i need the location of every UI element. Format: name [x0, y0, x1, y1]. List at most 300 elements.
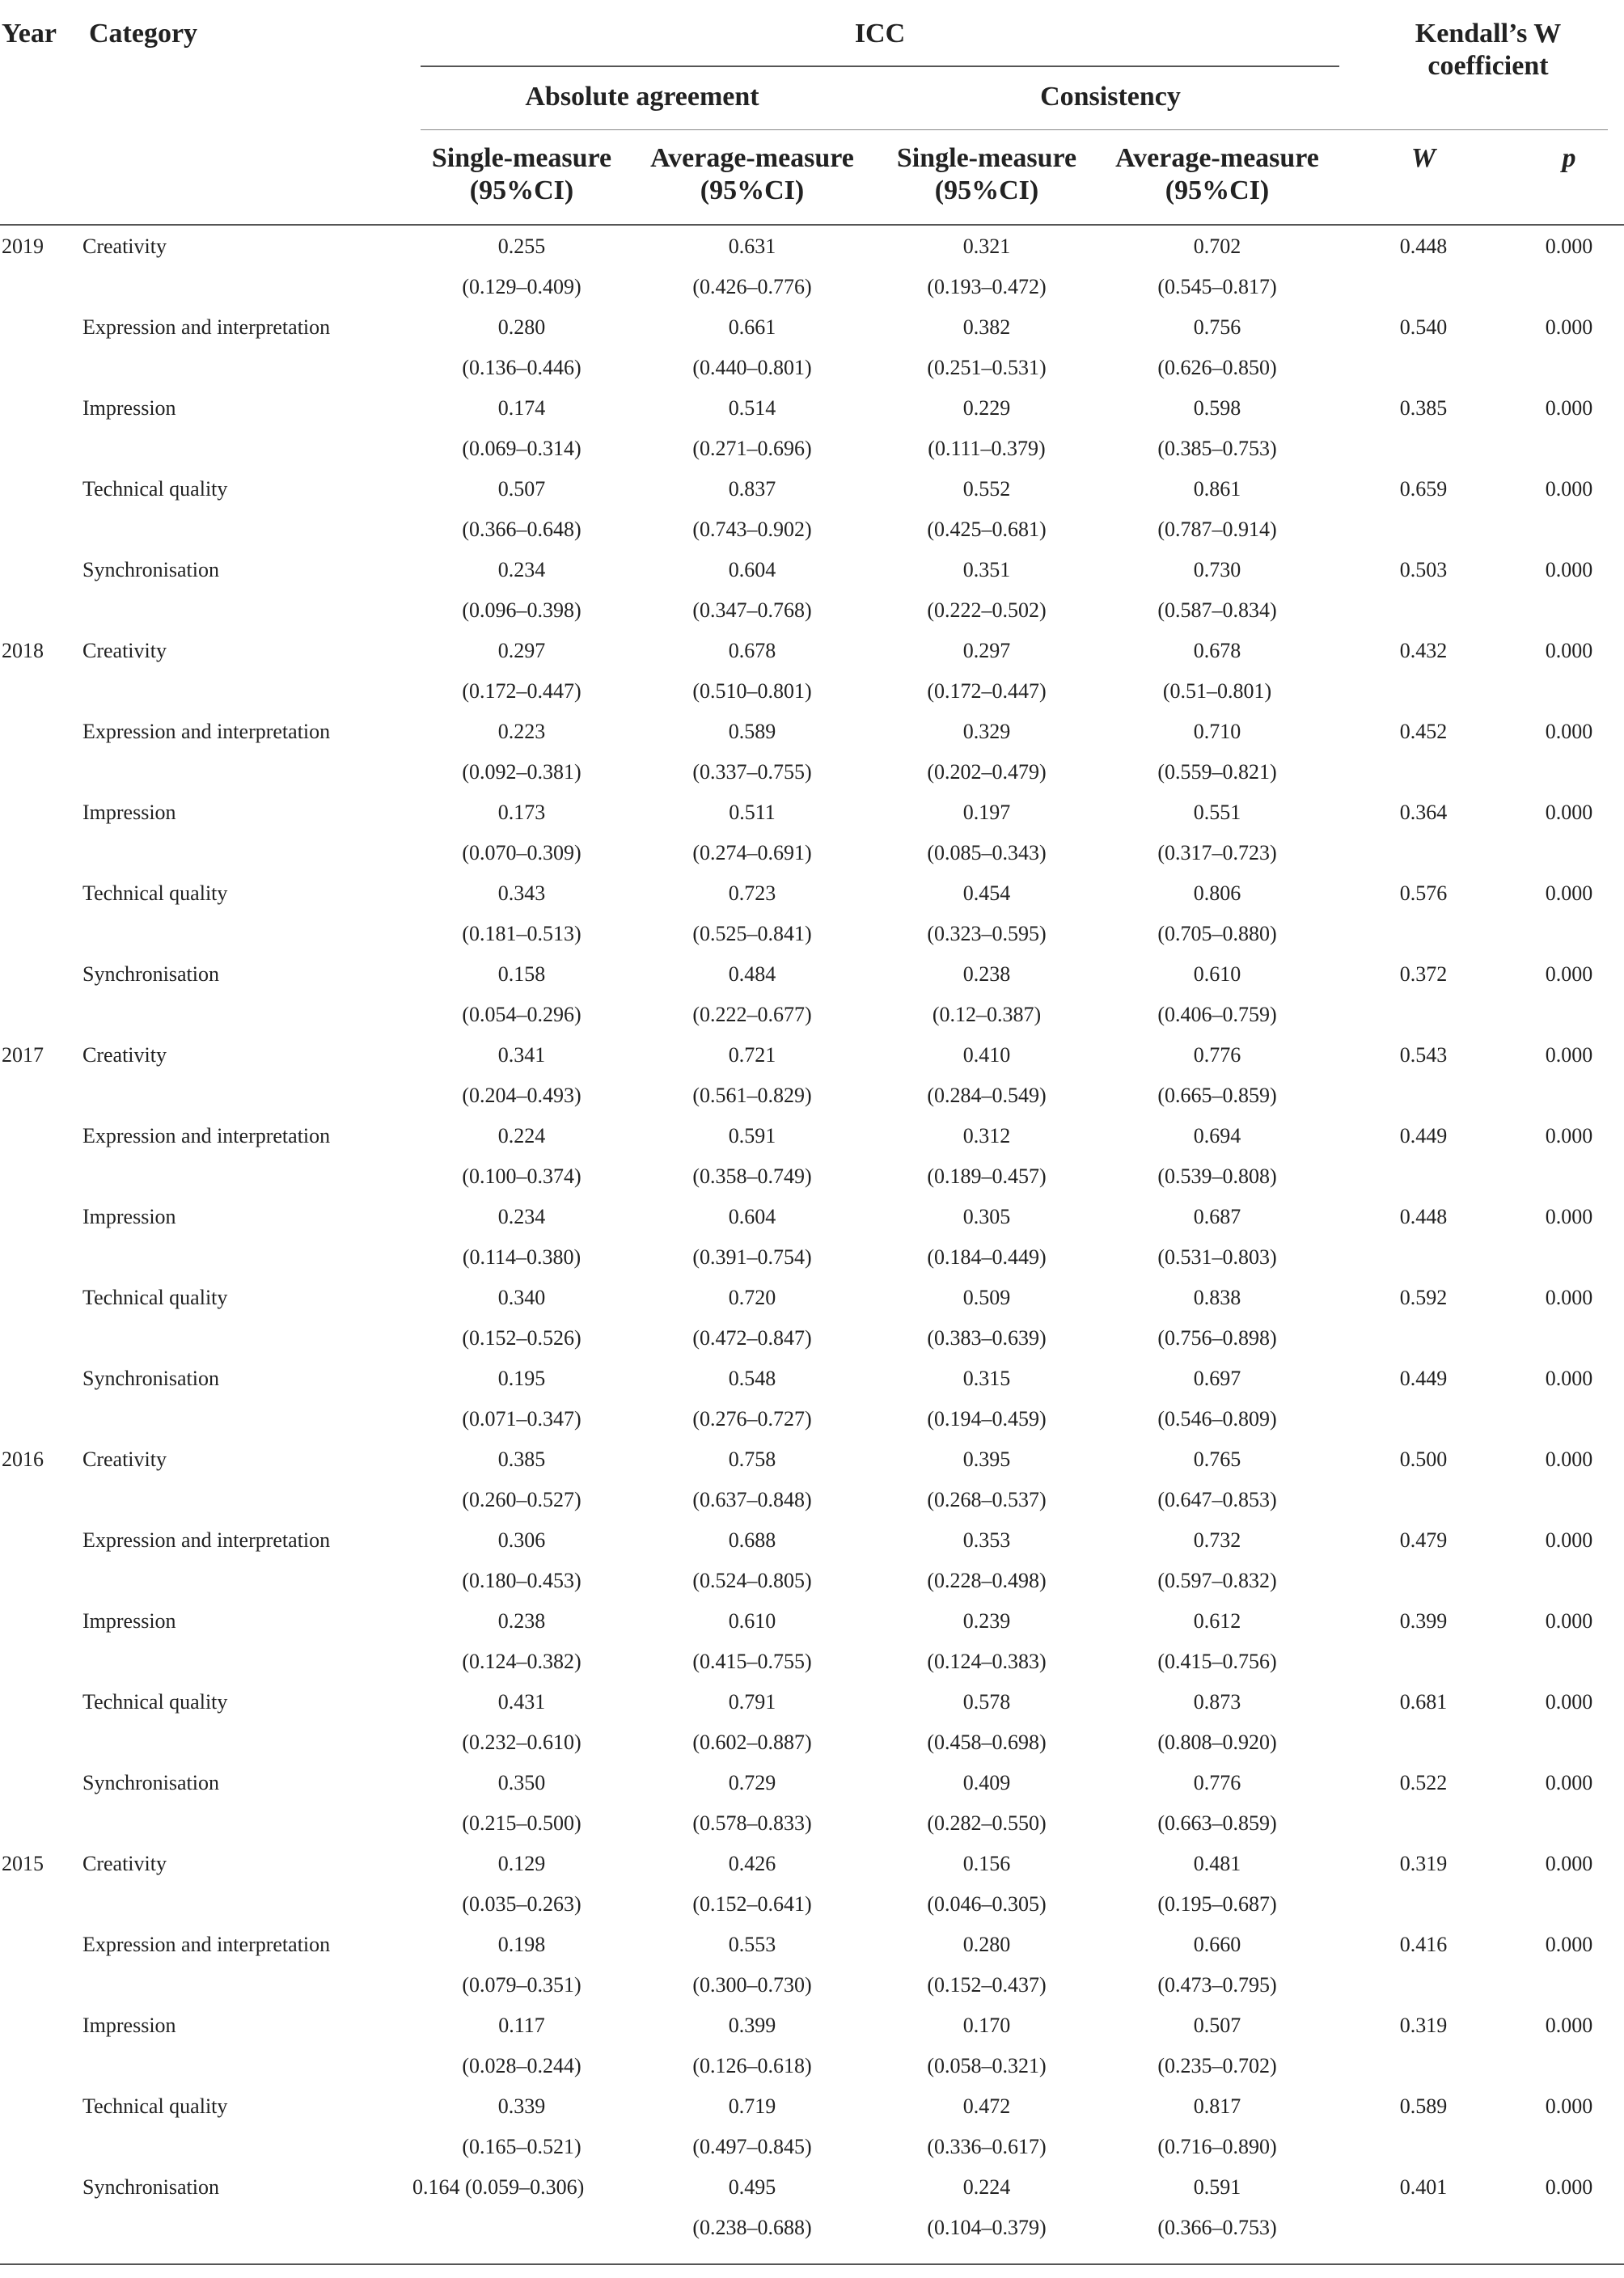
cell-category: Creativity — [82, 639, 167, 662]
cell-p: 0.000 — [1545, 315, 1593, 339]
cell-con-single-ci: (0.058–0.321) — [927, 2054, 1047, 2077]
cell-con-single-ci: (0.104–0.379) — [927, 2216, 1047, 2239]
cell-aa-single-value: 0.431 — [497, 1690, 546, 1714]
cell-p: 0.000 — [1545, 1043, 1593, 1067]
cell-aa-single-value: 0.234 — [497, 558, 546, 581]
cell-con-single-ci: (0.284–0.549) — [927, 1084, 1047, 1107]
cell-con-average-ci: (0.756–0.898) — [1157, 1326, 1277, 1350]
cell-w: 0.540 — [1399, 315, 1448, 339]
cell-aa-average-ci: (0.637–0.848) — [692, 1488, 812, 1511]
cell-aa-average-value: 0.511 — [729, 801, 776, 824]
cell-con-average-ci: (0.317–0.723) — [1157, 841, 1277, 864]
cell-aa-average-ci: (0.578–0.833) — [692, 1811, 812, 1835]
cell-category: Synchronisation — [82, 558, 219, 581]
cell-aa-single-value: 0.339 — [497, 2094, 546, 2118]
cell-aa-single-value: 0.340 — [497, 1286, 546, 1309]
cell-aa-single-ci: (0.172–0.447) — [462, 679, 582, 703]
cell-aa-single-value: 0.224 — [497, 1124, 546, 1147]
cell-aa-average-ci: (0.525–0.841) — [692, 922, 812, 945]
cell-con-average-value: 0.694 — [1193, 1124, 1241, 1147]
header-con-single-ci: (95%CI) — [934, 175, 1039, 205]
cell-w: 0.399 — [1399, 1609, 1448, 1633]
cell-p: 0.000 — [1545, 1690, 1593, 1714]
cell-category: Technical quality — [82, 2094, 228, 2118]
cell-con-average-ci: (0.539–0.808) — [1157, 1164, 1277, 1188]
cell-aa-average-ci: (0.472–0.847) — [692, 1326, 812, 1350]
cell-aa-single-value: 0.158 — [497, 962, 546, 986]
cell-con-average-value: 0.507 — [1193, 2014, 1241, 2037]
cell-con-average-value: 0.660 — [1193, 1933, 1241, 1956]
cell-con-average-ci: (0.473–0.795) — [1157, 1973, 1277, 1997]
cell-w: 0.681 — [1399, 1690, 1448, 1714]
cell-p: 0.000 — [1545, 1771, 1593, 1794]
cell-con-single-ci: (0.124–0.383) — [927, 1650, 1047, 1673]
cell-aa-single-ci: (0.152–0.526) — [462, 1326, 582, 1350]
cell-aa-single-ci: (0.092–0.381) — [462, 760, 582, 784]
cell-category: Synchronisation — [82, 1367, 219, 1390]
cell-con-average-value: 0.730 — [1193, 558, 1241, 581]
cell-con-average-ci: (0.787–0.914) — [1157, 518, 1277, 541]
cell-category: Expression and interpretation — [82, 720, 331, 743]
header-con-average-ci: (95%CI) — [1165, 175, 1270, 205]
cell-con-single-value: 0.229 — [962, 396, 1011, 420]
cell-aa-single-value: 0.341 — [497, 1043, 546, 1067]
cell-aa-single-value: 0.306 — [497, 1528, 546, 1552]
cell-con-single-value: 0.353 — [962, 1528, 1011, 1552]
cell-con-single-value: 0.454 — [962, 881, 1011, 905]
cell-con-single-value: 0.351 — [962, 558, 1011, 581]
cell-con-single-ci: (0.222–0.502) — [927, 598, 1047, 622]
cell-con-single-value: 0.409 — [962, 1771, 1011, 1794]
cell-con-single-ci: (0.152–0.437) — [927, 1973, 1047, 1997]
cell-aa-single-value: 0.195 — [497, 1367, 546, 1390]
header-p: p — [1562, 143, 1576, 173]
cell-w: 0.659 — [1399, 477, 1448, 501]
cell-w: 0.503 — [1399, 558, 1448, 581]
cell-p: 0.000 — [1545, 235, 1593, 258]
cell-aa-average-ci: (0.602–0.887) — [692, 1731, 812, 1754]
cell-year: 2018 — [2, 639, 44, 662]
cell-aa-single-value: 0.223 — [497, 720, 546, 743]
cell-con-average-ci: (0.51–0.801) — [1162, 679, 1272, 703]
header-kendall-line1: Kendall’s W — [1415, 19, 1562, 49]
header-absolute-agreement: Absolute agreement — [525, 82, 759, 112]
cell-aa-average-ci: (0.415–0.755) — [692, 1650, 812, 1673]
cell-aa-single-value: 0.129 — [497, 1852, 546, 1875]
cell-con-average-ci: (0.663–0.859) — [1157, 1811, 1277, 1835]
cell-aa-single-value: 0.385 — [497, 1448, 546, 1471]
cell-category: Technical quality — [82, 477, 228, 501]
cell-p: 0.000 — [1545, 1367, 1593, 1390]
cell-aa-single-ci: (0.028–0.244) — [462, 2054, 582, 2077]
cell-con-single-value: 0.224 — [962, 2175, 1011, 2199]
cell-con-average-ci: (0.597–0.832) — [1157, 1569, 1277, 1592]
cell-category: Synchronisation — [82, 1771, 219, 1794]
cell-con-average-ci: (0.545–0.817) — [1157, 275, 1277, 298]
cell-aa-single-value: 0.198 — [497, 1933, 546, 1956]
cell-p: 0.000 — [1545, 558, 1593, 581]
cell-con-single-ci: (0.425–0.681) — [927, 518, 1047, 541]
cell-con-single-ci: (0.184–0.449) — [927, 1245, 1047, 1269]
cell-aa-single-ci: (0.204–0.493) — [462, 1084, 582, 1107]
cell-w: 0.543 — [1399, 1043, 1448, 1067]
cell-aa-average-value: 0.495 — [728, 2175, 776, 2199]
header-con-average: Average-measure — [1115, 143, 1319, 173]
cell-con-average-value: 0.612 — [1193, 1609, 1241, 1633]
cell-category: Expression and interpretation — [82, 1933, 331, 1956]
cell-con-single-value: 0.410 — [962, 1043, 1011, 1067]
cell-year: 2017 — [2, 1043, 44, 1067]
cell-w: 0.452 — [1399, 720, 1448, 743]
cell-aa-single-ci: (0.035–0.263) — [462, 1892, 582, 1916]
cell-p: 0.000 — [1545, 639, 1593, 662]
header-year: Year — [2, 19, 57, 49]
cell-con-single-ci: (0.268–0.537) — [927, 1488, 1047, 1511]
cell-aa-average-value: 0.837 — [728, 477, 776, 501]
cell-con-average-ci: (0.665–0.859) — [1157, 1084, 1277, 1107]
header-aa-average-ci: (95%CI) — [700, 175, 805, 205]
cell-con-average-value: 0.591 — [1193, 2175, 1241, 2199]
cell-p: 0.000 — [1545, 1286, 1593, 1309]
cell-category: Impression — [82, 1609, 176, 1633]
cell-w: 0.372 — [1399, 962, 1448, 986]
cell-w: 0.364 — [1399, 801, 1448, 824]
header-aa-single: Single-measure — [431, 143, 612, 173]
cell-p: 0.000 — [1545, 1205, 1593, 1228]
cell-con-average-ci: (0.406–0.759) — [1157, 1003, 1277, 1026]
cell-p: 0.000 — [1545, 1852, 1593, 1875]
cell-category: Creativity — [82, 1448, 167, 1471]
cell-aa-single-ci: (0.129–0.409) — [462, 275, 582, 298]
cell-aa-average-value: 0.758 — [728, 1448, 776, 1471]
cell-aa-single-value: 0.507 — [497, 477, 546, 501]
cell-aa-single-ci: (0.071–0.347) — [462, 1407, 582, 1431]
cell-aa-average-value: 0.720 — [728, 1286, 776, 1309]
cell-year: 2016 — [2, 1448, 44, 1471]
cell-aa-average-ci: (0.126–0.618) — [692, 2054, 812, 2077]
cell-con-single-value: 0.472 — [962, 2094, 1011, 2118]
header-bottom-rule — [0, 224, 1624, 226]
cell-w: 0.522 — [1399, 1771, 1448, 1794]
cell-w: 0.448 — [1399, 1205, 1448, 1228]
cell-aa-average-ci: (0.238–0.688) — [692, 2216, 812, 2239]
cell-w: 0.589 — [1399, 2094, 1448, 2118]
cell-aa-average-ci: (0.152–0.641) — [692, 1892, 812, 1916]
cell-con-average-ci: (0.647–0.853) — [1157, 1488, 1277, 1511]
cell-aa-average-ci: (0.561–0.829) — [692, 1084, 812, 1107]
cell-con-single-value: 0.312 — [962, 1124, 1011, 1147]
cell-con-single-ci: (0.193–0.472) — [927, 275, 1047, 298]
cell-aa-average-ci: (0.222–0.677) — [692, 1003, 812, 1026]
table-bottom-rule — [0, 2263, 1624, 2265]
cell-aa-average-ci: (0.300–0.730) — [692, 1973, 812, 1997]
cell-con-average-ci: (0.559–0.821) — [1157, 760, 1277, 784]
cell-aa-average-value: 0.678 — [728, 639, 776, 662]
cell-con-average-ci: (0.587–0.834) — [1157, 598, 1277, 622]
cell-w: 0.319 — [1399, 2014, 1448, 2037]
cell-category: Impression — [82, 396, 176, 420]
cell-aa-average-value: 0.514 — [728, 396, 776, 420]
header-w: W — [1410, 143, 1436, 173]
cell-aa-single-value: 0.173 — [497, 801, 546, 824]
cell-con-average-value: 0.873 — [1193, 1690, 1241, 1714]
cell-aa-average-ci: (0.524–0.805) — [692, 1569, 812, 1592]
cell-aa-single-ci: (0.136–0.446) — [462, 356, 582, 379]
cell-category: Expression and interpretation — [82, 1528, 331, 1552]
cell-con-average-ci: (0.366–0.753) — [1157, 2216, 1277, 2239]
cell-p: 0.000 — [1545, 2014, 1593, 2037]
cell-aa-average-value: 0.484 — [728, 962, 776, 986]
cell-con-single-value: 0.329 — [962, 720, 1011, 743]
cell-aa-single-value: 0.350 — [497, 1771, 546, 1794]
cell-aa-average-ci: (0.347–0.768) — [692, 598, 812, 622]
cell-con-single-value: 0.321 — [962, 235, 1011, 258]
cell-w: 0.449 — [1399, 1124, 1448, 1147]
cell-con-average-value: 0.702 — [1193, 235, 1241, 258]
cell-con-average-value: 0.861 — [1193, 477, 1241, 501]
cell-category: Synchronisation — [82, 962, 219, 986]
cell-aa-single-ci: (0.054–0.296) — [462, 1003, 582, 1026]
cell-aa-single-value: 0.117 — [498, 2014, 545, 2037]
cell-aa-single-value: 0.234 — [497, 1205, 546, 1228]
cell-aa-single-value: 0.280 — [497, 315, 546, 339]
cell-category: Technical quality — [82, 1286, 228, 1309]
cell-w: 0.449 — [1399, 1367, 1448, 1390]
header-kendall-line2: coefficient — [1427, 51, 1549, 81]
cell-w: 0.576 — [1399, 881, 1448, 905]
cell-con-single-value: 0.315 — [962, 1367, 1011, 1390]
cell-aa-average-value: 0.426 — [728, 1852, 776, 1875]
cell-con-average-value: 0.598 — [1193, 396, 1241, 420]
cell-p: 0.000 — [1545, 477, 1593, 501]
cell-aa-average-value: 0.791 — [728, 1690, 776, 1714]
header-aa-average: Average-measure — [650, 143, 854, 173]
cell-w: 0.432 — [1399, 639, 1448, 662]
header-category: Category — [89, 19, 198, 49]
cell-con-single-value: 0.156 — [962, 1852, 1011, 1875]
cell-w: 0.401 — [1399, 2175, 1448, 2199]
cell-con-single-ci: (0.383–0.639) — [927, 1326, 1047, 1350]
icc-underline — [421, 66, 1339, 67]
cell-con-single-ci: (0.323–0.595) — [927, 922, 1047, 945]
cell-con-average-ci: (0.235–0.702) — [1157, 2054, 1277, 2077]
cell-p: 0.000 — [1545, 2094, 1593, 2118]
cell-aa-single-ci: (0.180–0.453) — [462, 1569, 582, 1592]
cell-category: Impression — [82, 801, 176, 824]
cell-w: 0.416 — [1399, 1933, 1448, 1956]
cell-con-single-ci: (0.336–0.617) — [927, 2135, 1047, 2158]
cell-p: 0.000 — [1545, 720, 1593, 743]
cell-con-single-value: 0.197 — [962, 801, 1011, 824]
cell-w: 0.592 — [1399, 1286, 1448, 1309]
cell-aa-average-value: 0.548 — [728, 1367, 776, 1390]
cell-aa-average-ci: (0.440–0.801) — [692, 356, 812, 379]
cell-aa-average-value: 0.661 — [728, 315, 776, 339]
cell-aa-single-ci: (0.100–0.374) — [462, 1164, 582, 1188]
cell-aa-single-ci: (0.114–0.380) — [462, 1245, 582, 1269]
cell-con-average-value: 0.687 — [1193, 1205, 1241, 1228]
cell-aa-average-value: 0.591 — [728, 1124, 776, 1147]
cell-w: 0.385 — [1399, 396, 1448, 420]
cell-con-average-ci: (0.415–0.756) — [1157, 1650, 1277, 1673]
cell-con-single-ci: (0.251–0.531) — [927, 356, 1047, 379]
cell-category: Synchronisation — [82, 2175, 219, 2199]
cell-con-single-value: 0.170 — [962, 2014, 1011, 2037]
cell-con-single-ci: (0.12–0.387) — [932, 1003, 1042, 1026]
cell-con-average-value: 0.697 — [1193, 1367, 1241, 1390]
cell-con-average-value: 0.817 — [1193, 2094, 1241, 2118]
cell-con-single-value: 0.280 — [962, 1933, 1011, 1956]
cell-aa-average-value: 0.589 — [728, 720, 776, 743]
cell-con-average-value: 0.776 — [1193, 1771, 1241, 1794]
cell-con-single-ci: (0.228–0.498) — [927, 1569, 1047, 1592]
cell-p: 0.000 — [1545, 2175, 1593, 2199]
cell-con-average-value: 0.678 — [1193, 639, 1241, 662]
cell-aa-single-ci: (0.215–0.500) — [462, 1811, 582, 1835]
cell-aa-single-ci: (0.181–0.513) — [462, 922, 582, 945]
cell-aa-single-ci: (0.232–0.610) — [462, 1731, 582, 1754]
subheader-rule — [421, 129, 1608, 130]
cell-category: Creativity — [82, 1043, 167, 1067]
cell-aa-average-value: 0.721 — [728, 1043, 776, 1067]
cell-con-average-value: 0.765 — [1193, 1448, 1241, 1471]
cell-aa-average-ci: (0.497–0.845) — [692, 2135, 812, 2158]
cell-con-single-ci: (0.172–0.447) — [927, 679, 1047, 703]
cell-category: Expression and interpretation — [82, 1124, 331, 1147]
cell-category: Impression — [82, 2014, 176, 2037]
cell-con-average-ci: (0.546–0.809) — [1157, 1407, 1277, 1431]
cell-aa-single-value: 0.164 (0.059–0.306) — [412, 2175, 585, 2199]
cell-w: 0.479 — [1399, 1528, 1448, 1552]
cell-con-average-value: 0.710 — [1193, 720, 1241, 743]
cell-aa-average-ci: (0.274–0.691) — [692, 841, 812, 864]
cell-p: 0.000 — [1545, 1609, 1593, 1633]
header-con-single: Single-measure — [896, 143, 1077, 173]
cell-con-average-ci: (0.195–0.687) — [1157, 1892, 1277, 1916]
header-icc: ICC — [854, 19, 906, 49]
cell-aa-single-ci: (0.069–0.314) — [462, 437, 582, 460]
cell-p: 0.000 — [1545, 881, 1593, 905]
cell-aa-average-value: 0.610 — [728, 1609, 776, 1633]
cell-con-single-ci: (0.085–0.343) — [927, 841, 1047, 864]
cell-aa-average-ci: (0.510–0.801) — [692, 679, 812, 703]
cell-aa-single-value: 0.174 — [497, 396, 546, 420]
cell-category: Technical quality — [82, 881, 228, 905]
cell-w: 0.448 — [1399, 235, 1448, 258]
cell-con-average-ci: (0.705–0.880) — [1157, 922, 1277, 945]
cell-con-average-ci: (0.808–0.920) — [1157, 1731, 1277, 1754]
cell-aa-single-value: 0.343 — [497, 881, 546, 905]
cell-con-single-ci: (0.282–0.550) — [927, 1811, 1047, 1835]
cell-con-average-value: 0.610 — [1193, 962, 1241, 986]
cell-aa-average-ci: (0.271–0.696) — [692, 437, 812, 460]
cell-aa-single-value: 0.255 — [497, 235, 546, 258]
header-aa-single-ci: (95%CI) — [469, 175, 574, 205]
cell-category: Creativity — [82, 1852, 167, 1875]
cell-aa-average-value: 0.553 — [728, 1933, 776, 1956]
cell-aa-average-ci: (0.337–0.755) — [692, 760, 812, 784]
cell-aa-average-value: 0.723 — [728, 881, 776, 905]
cell-con-single-ci: (0.111–0.379) — [928, 437, 1046, 460]
cell-aa-single-ci: (0.366–0.648) — [462, 518, 582, 541]
cell-con-average-value: 0.838 — [1193, 1286, 1241, 1309]
cell-w: 0.500 — [1399, 1448, 1448, 1471]
cell-con-average-value: 0.481 — [1193, 1852, 1241, 1875]
cell-con-single-ci: (0.046–0.305) — [927, 1892, 1047, 1916]
cell-con-single-ci: (0.202–0.479) — [927, 760, 1047, 784]
cell-category: Creativity — [82, 235, 167, 258]
cell-con-single-value: 0.382 — [962, 315, 1011, 339]
cell-con-average-ci: (0.626–0.850) — [1157, 356, 1277, 379]
cell-aa-single-ci: (0.260–0.527) — [462, 1488, 582, 1511]
cell-aa-single-value: 0.297 — [497, 639, 546, 662]
cell-aa-average-ci: (0.426–0.776) — [692, 275, 812, 298]
cell-aa-single-ci: (0.124–0.382) — [462, 1650, 582, 1673]
cell-con-single-value: 0.297 — [962, 639, 1011, 662]
cell-w: 0.319 — [1399, 1852, 1448, 1875]
cell-con-single-value: 0.305 — [962, 1205, 1011, 1228]
cell-aa-average-ci: (0.391–0.754) — [692, 1245, 812, 1269]
cell-aa-average-ci: (0.358–0.749) — [692, 1164, 812, 1188]
cell-con-average-value: 0.756 — [1193, 315, 1241, 339]
cell-aa-average-value: 0.631 — [728, 235, 776, 258]
cell-aa-average-value: 0.604 — [728, 1205, 776, 1228]
cell-p: 0.000 — [1545, 396, 1593, 420]
cell-aa-single-ci: (0.165–0.521) — [462, 2135, 582, 2158]
cell-con-average-value: 0.732 — [1193, 1528, 1241, 1552]
cell-aa-single-value: 0.238 — [497, 1609, 546, 1633]
cell-aa-average-ci: (0.743–0.902) — [692, 518, 812, 541]
cell-category: Impression — [82, 1205, 176, 1228]
cell-aa-average-value: 0.604 — [728, 558, 776, 581]
cell-con-average-value: 0.776 — [1193, 1043, 1241, 1067]
cell-year: 2019 — [2, 235, 44, 258]
cell-aa-average-value: 0.729 — [728, 1771, 776, 1794]
cell-aa-average-value: 0.719 — [728, 2094, 776, 2118]
cell-con-single-value: 0.509 — [962, 1286, 1011, 1309]
cell-p: 0.000 — [1545, 801, 1593, 824]
cell-p: 0.000 — [1545, 1448, 1593, 1471]
cell-aa-average-ci: (0.276–0.727) — [692, 1407, 812, 1431]
cell-con-single-value: 0.239 — [962, 1609, 1011, 1633]
cell-aa-average-value: 0.688 — [728, 1528, 776, 1552]
header-consistency: Consistency — [1040, 82, 1181, 112]
cell-category: Technical quality — [82, 1690, 228, 1714]
cell-p: 0.000 — [1545, 1528, 1593, 1552]
cell-aa-single-ci: (0.070–0.309) — [462, 841, 582, 864]
cell-con-single-value: 0.238 — [962, 962, 1011, 986]
cell-p: 0.000 — [1545, 1124, 1593, 1147]
cell-con-single-ci: (0.189–0.457) — [927, 1164, 1047, 1188]
cell-con-average-ci: (0.531–0.803) — [1157, 1245, 1277, 1269]
cell-con-single-ci: (0.458–0.698) — [927, 1731, 1047, 1754]
cell-con-single-value: 0.552 — [962, 477, 1011, 501]
cell-con-single-ci: (0.194–0.459) — [927, 1407, 1047, 1431]
cell-con-single-value: 0.578 — [962, 1690, 1011, 1714]
cell-con-average-value: 0.551 — [1193, 801, 1241, 824]
cell-con-average-ci: (0.385–0.753) — [1157, 437, 1277, 460]
cell-con-average-value: 0.806 — [1193, 881, 1241, 905]
cell-aa-single-ci: (0.079–0.351) — [462, 1973, 582, 1997]
cell-aa-single-ci: (0.096–0.398) — [462, 598, 582, 622]
cell-con-average-ci: (0.716–0.890) — [1157, 2135, 1277, 2158]
cell-category: Expression and interpretation — [82, 315, 331, 339]
cell-p: 0.000 — [1545, 962, 1593, 986]
cell-p: 0.000 — [1545, 1933, 1593, 1956]
cell-con-single-value: 0.395 — [962, 1448, 1011, 1471]
cell-aa-average-value: 0.399 — [728, 2014, 776, 2037]
cell-year: 2015 — [2, 1852, 44, 1875]
